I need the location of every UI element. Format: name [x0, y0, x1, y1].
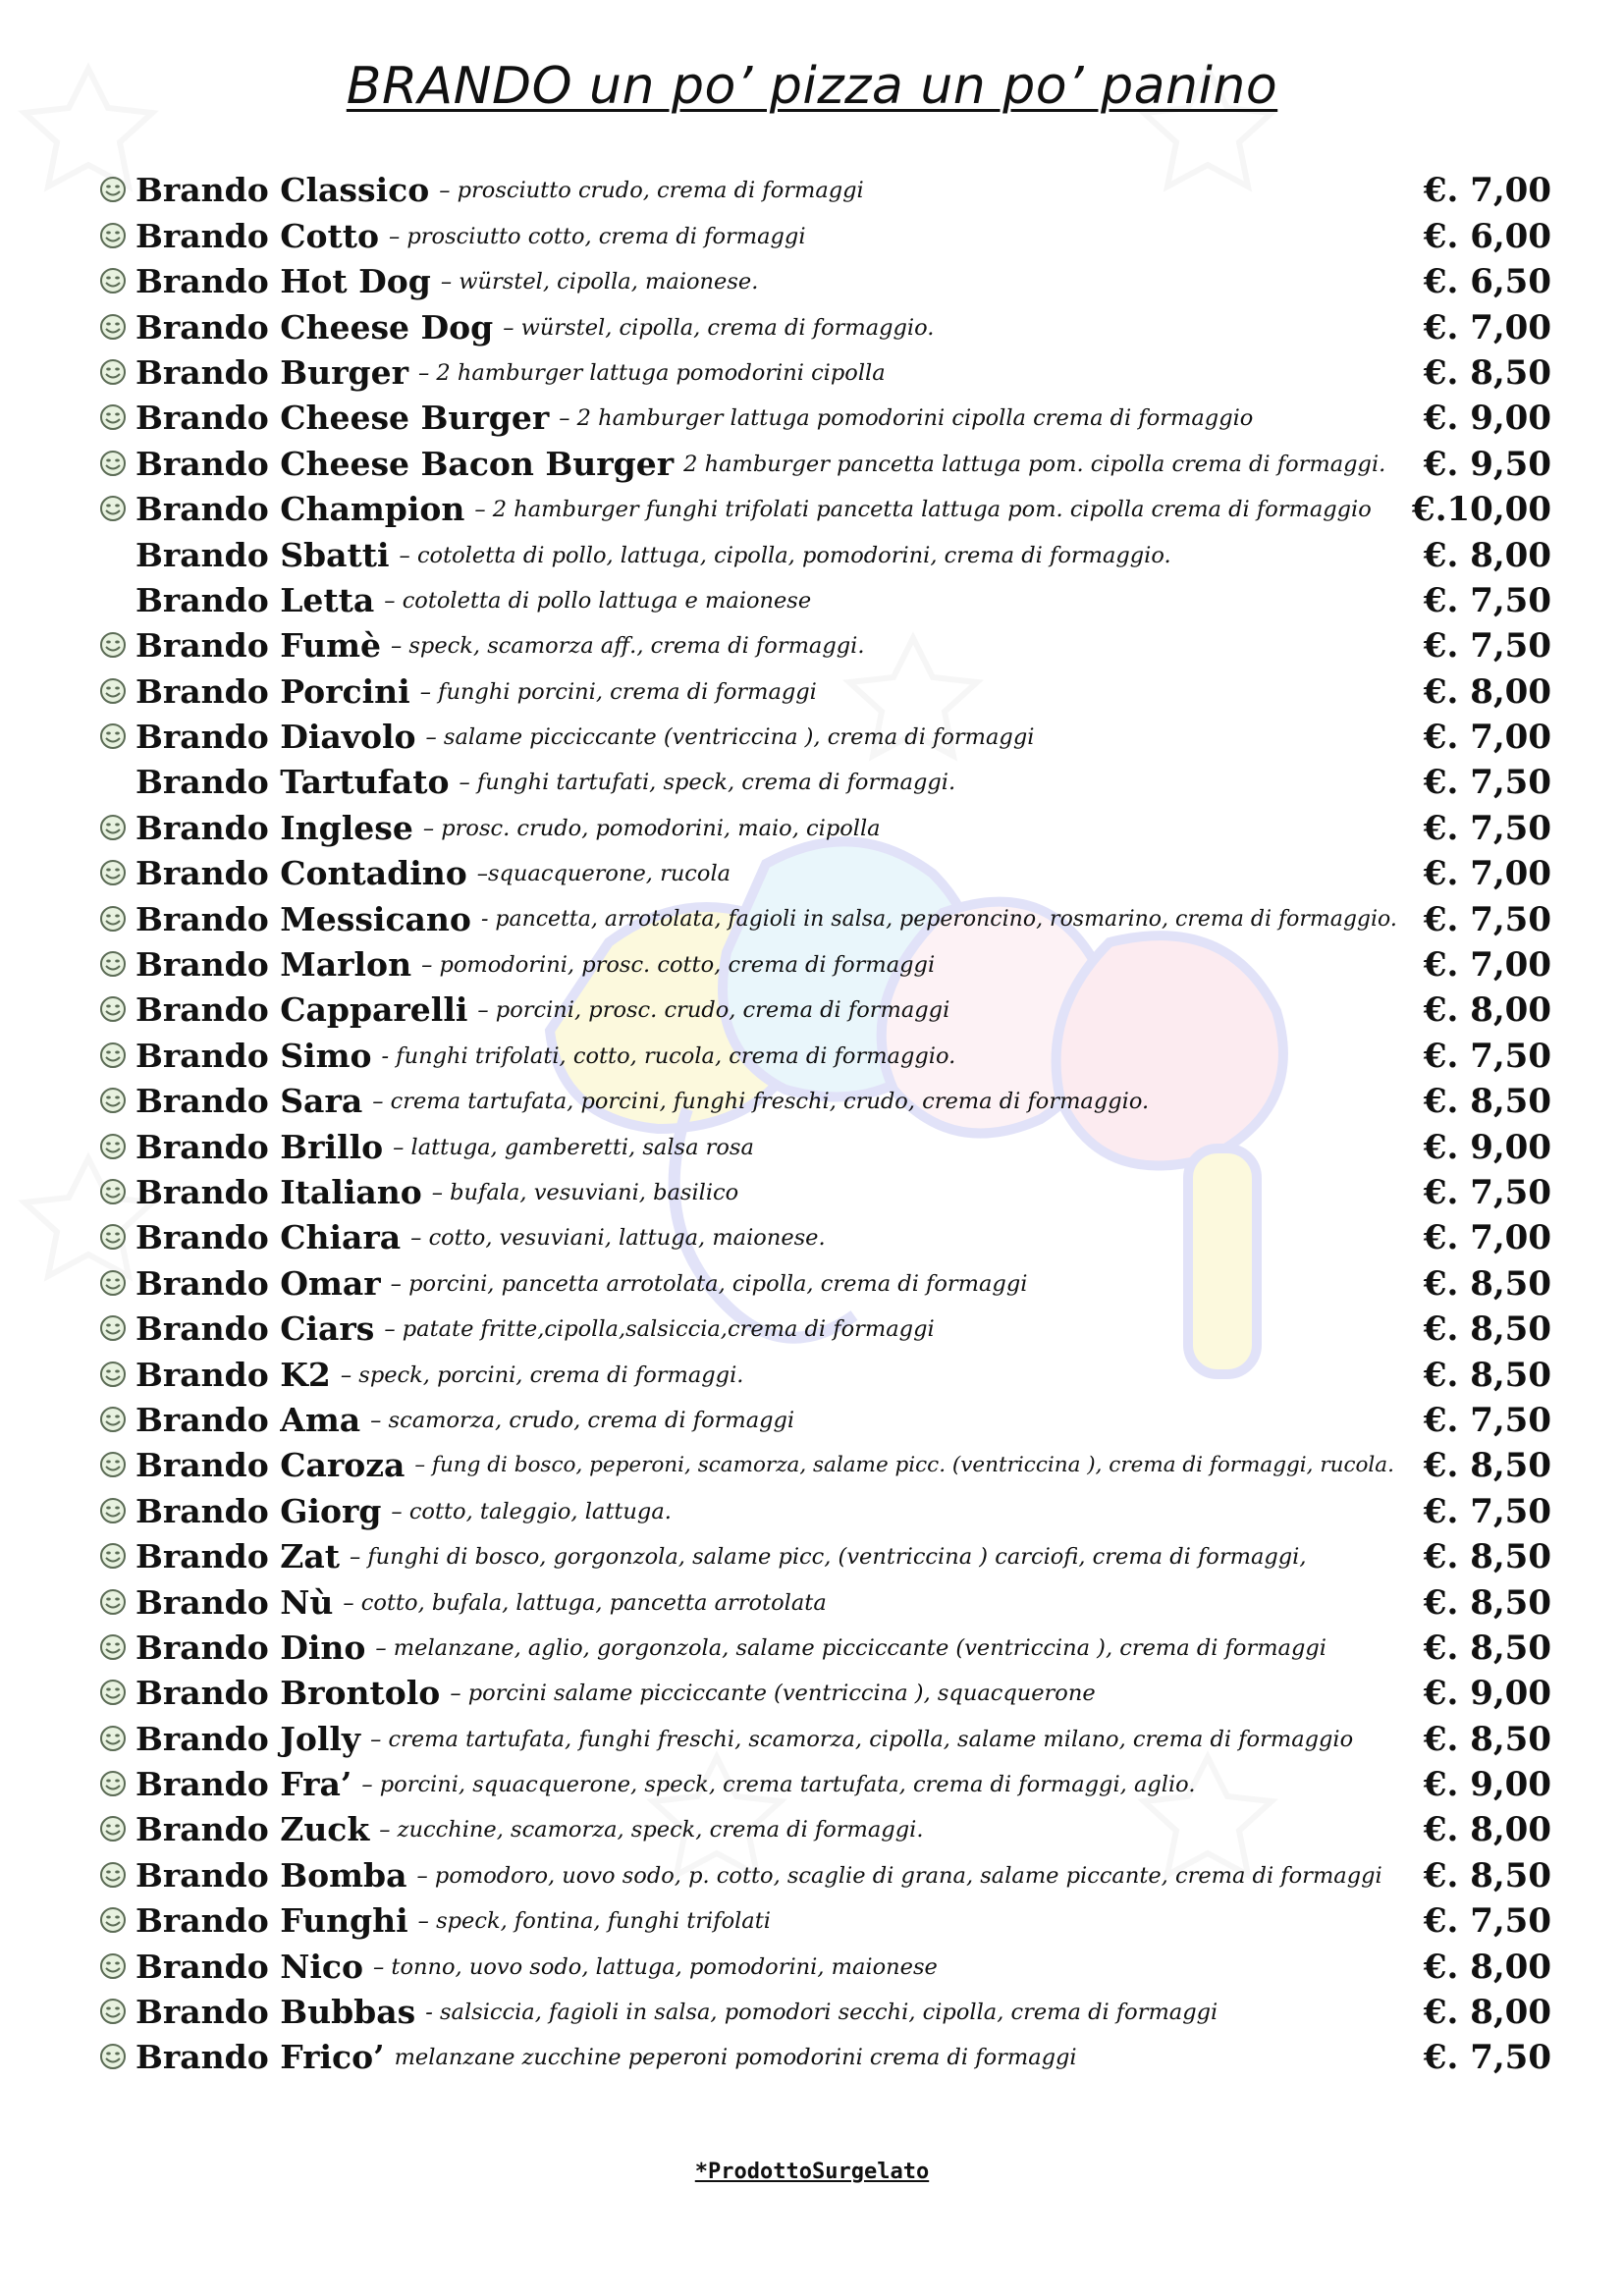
- menu-item-price: €. 8,00: [1423, 1810, 1551, 1850]
- menu-item-description: – cotoletta di pollo, lattuga, cipolla, pomodorini, crema di formaggio.: [399, 542, 1171, 568]
- menu-item-name: Brando Fra’: [135, 1765, 352, 1804]
- menu-item-price: €. 7,50: [1423, 763, 1551, 803]
- menu-item-name: Brando Dino: [135, 1628, 366, 1667]
- menu-item-description: – salame picciccante (ventriccina ), crema di formaggi: [425, 724, 1035, 751]
- menu-title: [0, 57, 1624, 116]
- menu-item-price: €. 7,50: [1423, 1172, 1551, 1212]
- menu-item-description: – pomodoro, uovo sodo, p. cotto, scaglie di grana, salame piccante, crema di formaggi: [416, 1862, 1382, 1889]
- smiley-icon: [98, 1132, 128, 1161]
- menu-item-price: €. 8,50: [1423, 1082, 1551, 1122]
- menu-item-description: – crema tartufata, porcini, funghi freschi, crudo, crema di formaggio.: [372, 1089, 1150, 1115]
- smiley-icon: [98, 1814, 128, 1843]
- smiley-icon: [98, 1632, 128, 1662]
- menu-item-name: Brando Cheese Dog: [135, 307, 494, 347]
- smiley-icon: [98, 1769, 128, 1798]
- smiley-icon: [98, 949, 128, 979]
- menu-item: [98, 1713, 1551, 1758]
- menu-item-description: – fung di bosco, peperoni, scamorza, salame picc. (ventriccina ), crema di formaggi, rucola.: [414, 1453, 1394, 1478]
- smiley-icon: [98, 1997, 128, 2026]
- menu-item-description: – lattuga, gamberetti, salsa rosa: [393, 1134, 754, 1160]
- menu-item: [98, 1076, 1551, 1121]
- menu-item-description: – porcini, squacquerone, speck, crema tartufata, crema di formaggi, aglio.: [361, 1772, 1196, 1798]
- menu-item-description: – 2 hamburger funghi trifolati pancetta lattuga pom. cipolla crema di formaggio: [474, 497, 1372, 523]
- menu-list: [98, 165, 1551, 2077]
- smiley-icon: [98, 1313, 128, 1343]
- menu-item-name: Brando Italiano: [135, 1172, 422, 1211]
- menu-item-price: €. 8,00: [1423, 990, 1551, 1031]
- smiley-icon: [98, 1951, 128, 1981]
- menu-item: [98, 1849, 1551, 1895]
- smiley-icon: [98, 2042, 128, 2071]
- menu-item-description: – porcini salame picciccante (ventriccina ), squacquerone: [450, 1681, 1096, 1707]
- menu-item-price: €. 7,50: [1423, 1901, 1551, 1942]
- menu-item: [98, 210, 1551, 255]
- menu-item: [98, 1212, 1551, 1257]
- menu-item-price: €. 8,50: [1423, 1628, 1551, 1668]
- menu-item-description: – funghi tartufati, speck, crema di formaggi.: [459, 770, 956, 796]
- smiley-icon: [98, 1678, 128, 1707]
- menu-item-description: – bufala, vesuviani, basilico: [431, 1179, 739, 1205]
- smiley-icon: [98, 1177, 128, 1206]
- menu-item: [98, 985, 1551, 1030]
- menu-item-description: – funghi di bosco, gorgonzola, salame picc, (ventriccina ) carciofi, crema di formaggi,: [349, 1544, 1307, 1571]
- menu-item: [98, 1987, 1551, 2032]
- menu-item: [98, 620, 1551, 666]
- smiley-icon: [98, 1860, 128, 1890]
- menu-item-name: Brando Bubbas: [135, 1993, 416, 2032]
- menu-item-name: Brando Burger: [135, 352, 408, 392]
- menu-item-description: - funghi trifolati, cotto, rucola, crema di formaggio.: [381, 1042, 956, 1069]
- menu-item-price: €. 7,50: [1423, 899, 1551, 939]
- menu-item: [98, 848, 1551, 893]
- menu-item-name: Brando Contadino: [135, 854, 467, 893]
- menu-item-name: Brando Zuck: [135, 1810, 370, 1849]
- smiley-icon: [98, 1041, 128, 1070]
- menu-item-description: - salsiccia, fagioli in salsa, pomodori secchi, cipolla, crema di formaggi: [425, 2000, 1218, 2026]
- menu-item: [98, 1349, 1551, 1394]
- menu-item-description: – cotto, taleggio, lattuga.: [391, 1498, 672, 1524]
- menu-item: [98, 757, 1551, 802]
- menu-item: [98, 1167, 1551, 1212]
- menu-item-price: €. 7,00: [1423, 307, 1551, 347]
- menu-item-name: Brando Letta: [135, 580, 375, 619]
- smiley-icon: [98, 312, 128, 342]
- menu-item-price: €. 8,50: [1423, 1719, 1551, 1759]
- menu-item-price: €. 9,00: [1423, 1127, 1551, 1167]
- menu-item-description: – prosc. crudo, pomodorini, maio, cipolla: [422, 815, 881, 841]
- menu-item-name: Brando Brontolo: [135, 1674, 441, 1713]
- menu-item: [98, 347, 1551, 393]
- menu-item-name: Brando Bomba: [135, 1855, 407, 1895]
- footnote-text: *ProdottoSurgelato: [694, 2160, 930, 2184]
- smiley-icon: [98, 1268, 128, 1298]
- menu-item-price: €. 6,00: [1423, 216, 1551, 256]
- menu-item: [98, 2032, 1551, 2077]
- menu-item-description: – porcini, prosc. crudo, crema di formaggi: [477, 997, 950, 1024]
- smiley-icon: [98, 1587, 128, 1617]
- menu-item-price: €. 8,00: [1423, 1993, 1551, 2033]
- menu-item-name: Brando Nico: [135, 1947, 364, 1986]
- menu-item: [98, 666, 1551, 711]
- menu-item-price: €. 8,50: [1423, 1446, 1551, 1486]
- menu-item-price: €. 7,00: [1423, 718, 1551, 758]
- menu-item-name: Brando Chiara: [135, 1218, 402, 1257]
- menu-item: [98, 1440, 1551, 1485]
- menu-item: [98, 165, 1551, 210]
- smiley-icon: [98, 1496, 128, 1525]
- menu-item: [98, 256, 1551, 301]
- menu-item-price: €. 8,00: [1423, 1947, 1551, 1987]
- smiley-icon: [98, 630, 128, 660]
- menu-item-description: – würstel, cipolla, crema di formaggio.: [503, 314, 935, 341]
- menu-item-name: Brando Giorg: [135, 1491, 382, 1530]
- menu-item-price: €. 7,00: [1423, 171, 1551, 211]
- menu-item-price: €. 8,00: [1423, 671, 1551, 712]
- menu-item-description: – prosciutto crudo, crema di formaggi: [439, 178, 864, 204]
- menu-item: [98, 1531, 1551, 1576]
- menu-item-description: – würstel, cipolla, maionese.: [440, 269, 759, 295]
- menu-item-name: Brando Zat: [135, 1537, 340, 1576]
- menu-item-price: €. 7,00: [1423, 1218, 1551, 1258]
- footnote: [0, 2160, 1624, 2184]
- menu-item-name: Brando Ama: [135, 1400, 361, 1439]
- menu-item-price: €.10,00: [1412, 490, 1551, 530]
- menu-item: [98, 575, 1551, 620]
- menu-item-price: €. 8,50: [1423, 1582, 1551, 1623]
- smiley-icon: [98, 1724, 128, 1753]
- menu-item-name: Brando Caroza: [135, 1446, 406, 1485]
- smiley-icon: [98, 1541, 128, 1571]
- menu-item-price: €. 7,50: [1423, 808, 1551, 848]
- menu-item-price: €. 8,50: [1423, 352, 1551, 393]
- menu-item-price: €. 9,50: [1423, 444, 1551, 484]
- menu-item-price: €. 6,50: [1423, 262, 1551, 302]
- menu-item: [98, 438, 1551, 483]
- menu-item-description: melanzane zucchine peperoni pomodorini crema di formaggi: [394, 2045, 1077, 2071]
- menu-item-price: €. 7,50: [1423, 1400, 1551, 1440]
- menu-item-description: – tonno, uovo sodo, lattuga, pomodorini, maionese: [373, 1953, 938, 1980]
- menu-item-name: Brando K2: [135, 1355, 331, 1394]
- menu-item-name: Brando Fumè: [135, 626, 381, 666]
- smiley-icon: [98, 858, 128, 887]
- menu-item: [98, 1485, 1551, 1530]
- menu-item-name: Brando Ciars: [135, 1309, 375, 1349]
- menu-item-name: Brando Frico’: [135, 2038, 385, 2077]
- menu-item: [98, 1030, 1551, 1075]
- menu-item-description: - pancetta, arrotolata, fagioli in salsa, peperoncino, rosmarino, crema di formaggio.: [480, 906, 1397, 932]
- menu-item-price: €. 7,00: [1423, 945, 1551, 986]
- menu-item-description: – pomodorini, prosc. cotto, crema di formaggi: [421, 952, 936, 979]
- menu-item: [98, 393, 1551, 438]
- menu-item-price: €. 7,50: [1423, 580, 1551, 620]
- smiley-icon: [98, 175, 128, 204]
- menu-item-description: – patate fritte,cipolla,salsiccia,crema di formaggi: [384, 1316, 935, 1343]
- smiley-icon: [98, 1405, 128, 1434]
- menu-item-description: – 2 hamburger lattuga pomodorini cipolla crema di formaggio: [559, 405, 1254, 432]
- menu-item-name: Brando Sara: [135, 1082, 363, 1121]
- menu-item: [98, 1121, 1551, 1166]
- menu-item-name: Brando Hot Dog: [135, 262, 431, 301]
- menu-item-name: Brando Cotto: [135, 216, 379, 255]
- menu-item: [98, 712, 1551, 757]
- menu-item: [98, 802, 1551, 847]
- menu-title-text: BRANDO un po’ pizza un po’ panino: [346, 57, 1278, 116]
- menu-item-price: €. 8,50: [1423, 1355, 1551, 1395]
- menu-item: [98, 1759, 1551, 1804]
- smiley-icon: [98, 266, 128, 295]
- menu-item-description: – scamorza, crudo, crema di formaggi: [370, 1407, 795, 1433]
- menu-item-name: Brando Simo: [135, 1036, 372, 1075]
- menu-item: [98, 939, 1551, 985]
- menu-item: [98, 1804, 1551, 1849]
- menu-item-name: Brando Tartufato: [135, 763, 450, 802]
- menu-item-price: €. 7,50: [1423, 1036, 1551, 1076]
- menu-item-description: – cotto, vesuviani, lattuga, maionese.: [410, 1225, 826, 1252]
- smiley-icon: [98, 721, 128, 751]
- menu-item-description: – melanzane, aglio, gorgonzola, salame picciccante (ventriccina ), crema di formaggi: [375, 1634, 1326, 1661]
- menu-item: [98, 1941, 1551, 1986]
- menu-item-description: – zucchine, scamorza, speck, crema di formaggi.: [379, 1817, 924, 1843]
- menu-item-price: €. 8,50: [1423, 1855, 1551, 1896]
- menu-item-price: €. 9,00: [1423, 399, 1551, 439]
- menu-item-price: €. 9,00: [1423, 1674, 1551, 1714]
- menu-item-description: –squacquerone, rucola: [476, 861, 731, 887]
- menu-item-name: Brando Porcini: [135, 671, 410, 711]
- menu-item: [98, 529, 1551, 574]
- smiley-icon: [98, 904, 128, 934]
- menu-item-price: €. 9,00: [1423, 1765, 1551, 1805]
- menu-item-price: €. 8,50: [1423, 1309, 1551, 1350]
- menu-item-description: – cotoletta di pollo lattuga e maionese: [384, 587, 812, 614]
- menu-item-description: – funghi porcini, crema di formaggi: [419, 678, 817, 705]
- menu-item: [98, 484, 1551, 529]
- menu-item-price: €. 7,50: [1423, 2038, 1551, 2078]
- menu-item-description: – speck, scamorza aff., crema di formaggi.: [390, 633, 865, 660]
- smiley-icon: [98, 221, 128, 250]
- menu-item-description: – porcini, pancetta arrotolata, cipolla, crema di formaggi: [390, 1270, 1028, 1297]
- smiley-icon: [98, 357, 128, 387]
- smiley-icon: [98, 1086, 128, 1115]
- menu-item: [98, 1623, 1551, 1668]
- smiley-icon: [98, 1222, 128, 1252]
- menu-item-name: Brando Cheese Bacon Burger: [135, 444, 675, 483]
- menu-item-name: Brando Jolly: [135, 1719, 361, 1758]
- smiley-icon: [98, 402, 128, 432]
- smiley-icon: [98, 449, 128, 478]
- menu-item-name: Brando Nù: [135, 1582, 334, 1622]
- menu-item-description: – speck, fontina, funghi trifolati: [417, 1908, 771, 1935]
- menu-item: [98, 1304, 1551, 1349]
- menu-item-name: Brando Cheese Burger: [135, 399, 550, 438]
- menu-item-name: Brando Marlon: [135, 945, 412, 985]
- menu-item-name: Brando Messicano: [135, 899, 471, 938]
- smiley-icon: [98, 494, 128, 523]
- menu-item-description: – cotto, bufala, lattuga, pancetta arrotolata: [343, 1589, 827, 1616]
- menu-item-price: €. 8,00: [1423, 535, 1551, 575]
- menu-item-name: Brando Classico: [135, 171, 430, 210]
- menu-item: [98, 1576, 1551, 1622]
- menu-item-description: – prosciutto cotto, crema di formaggi: [389, 223, 806, 249]
- menu-item-price: €. 7,00: [1423, 854, 1551, 894]
- menu-item-price: €. 8,50: [1423, 1537, 1551, 1577]
- menu-item-name: Brando Brillo: [135, 1127, 384, 1166]
- menu-item: [98, 1668, 1551, 1713]
- menu-item-description: 2 hamburger pancetta lattuga pom. cipolla crema di formaggi.: [683, 451, 1386, 477]
- menu-item: [98, 893, 1551, 938]
- menu-item-description: – 2 hamburger lattuga pomodorini cipolla: [417, 359, 886, 386]
- menu-item-description: – crema tartufata, funghi freschi, scamorza, cipolla, salame milano, crema di formaggio: [370, 1726, 1354, 1752]
- menu-item: [98, 1395, 1551, 1440]
- smiley-icon: [98, 1450, 128, 1479]
- menu-item-price: €. 8,50: [1423, 1263, 1551, 1304]
- smiley-icon: [98, 1360, 128, 1389]
- menu-item-name: Brando Omar: [135, 1263, 381, 1303]
- menu-item-name: Brando Inglese: [135, 808, 413, 847]
- menu-item-name: Brando Diavolo: [135, 718, 416, 757]
- menu-item-name: Brando Funghi: [135, 1901, 408, 1941]
- smiley-icon: [98, 676, 128, 706]
- smiley-icon: [98, 813, 128, 842]
- menu-item-description: – speck, porcini, crema di formaggi.: [340, 1362, 744, 1388]
- menu-item: [98, 1896, 1551, 1941]
- menu-item-name: Brando Champion: [135, 490, 465, 529]
- menu-item: [98, 1257, 1551, 1303]
- smiley-icon: [98, 994, 128, 1024]
- menu-item-price: €. 7,50: [1423, 1491, 1551, 1531]
- menu-item-price: €. 7,50: [1423, 626, 1551, 667]
- menu-item-name: Brando Capparelli: [135, 990, 468, 1030]
- smiley-icon: [98, 1905, 128, 1935]
- menu-item: [98, 301, 1551, 347]
- menu-item-name: Brando Sbatti: [135, 535, 390, 574]
